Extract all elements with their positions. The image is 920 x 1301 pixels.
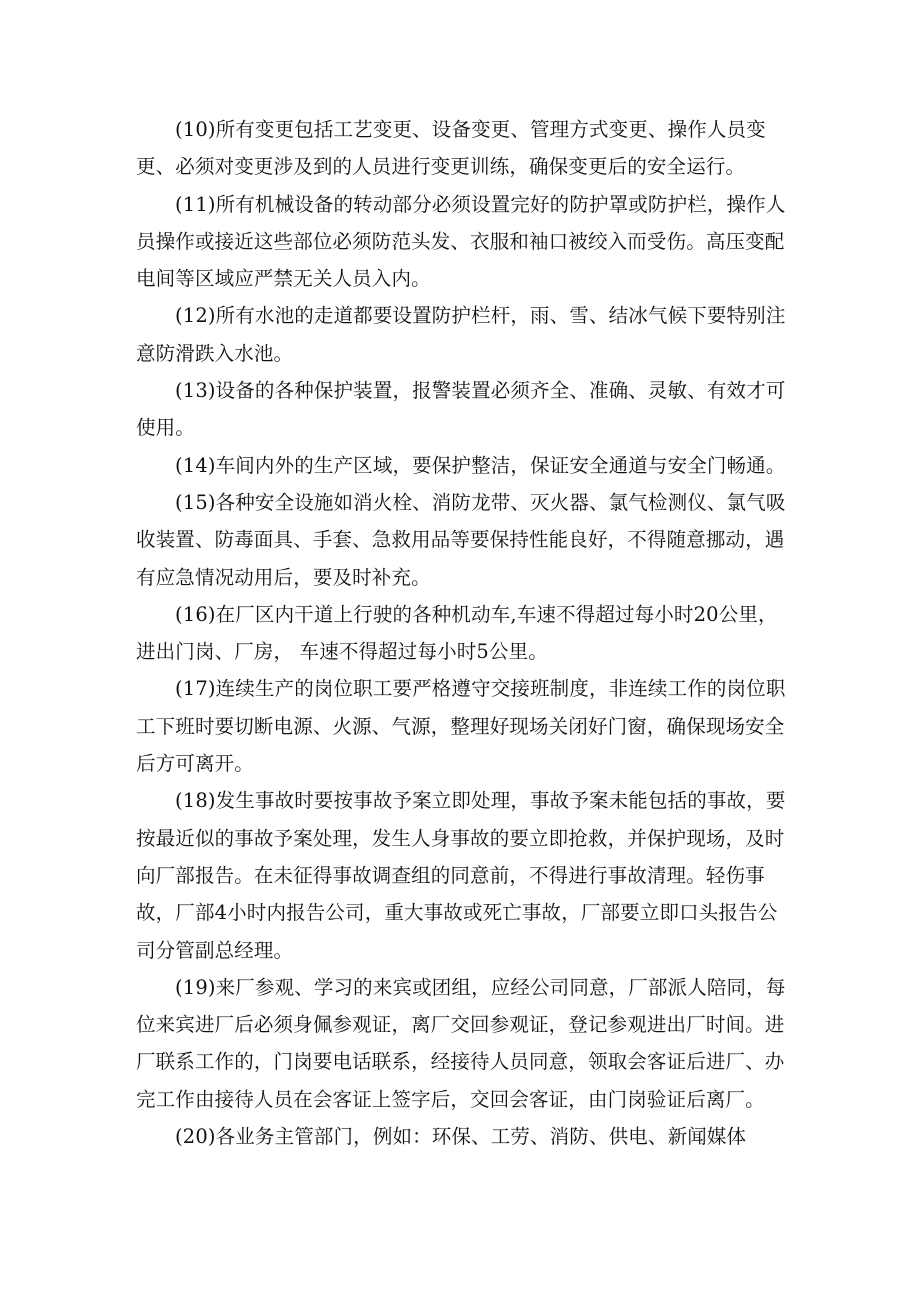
paragraph-20: (20)各业务主管部门，例如：环保、工劳、消防、供电、新闻媒体 (175, 1125, 747, 1149)
paragraph-10: (10)所有变更包括工艺变更、设备变更、管理方式变更、操作人员变更、必须对变更涉及到的人员进行变更训练，确保变更后的安全运行。 (136, 118, 766, 179)
paragraph-17: (17)连续生产的岗位职工要严格遵守交接班制度，非连续工作的岗位职工下班时要切断电源、火源、气源，整理好现场关闭好门窗，确保现场安全后方可离开。 (136, 677, 786, 776)
paragraph-19: (19)来厂参观、学习的来宾或团组，应经公司同意，厂部派人陪同，每位来宾进厂后必须身佩参观证，离厂交回参观证，登记参观进出厂时间。进厂联系工作的，门岗要电话联系，经接待人员同意，领取会客证后进厂、办完工作由接待人员在会客证上签字后，交回会客证，由门岗验证后离厂。 (136, 975, 786, 1111)
paragraph-15: (15)各种安全设施如消火栓、消防龙带、灭火器、氯气检测仪、氯气吸收装置、防毒面具、手套、急救用品等要保持性能良好，不得随意挪动，遇有应急情况动用后，要及时补充。 (136, 490, 786, 589)
paragraph-11: (11)所有机械设备的转动部分必须设置完好的防护罩或防护栏，操作人员操作或接近这些部位必须防范头发、衣服和袖口被绞入而受伤。高压变配电间等区域应严禁无关人员入内。 (136, 192, 786, 291)
paragraph-12: (12)所有水池的走道都要设置防护栏杆，雨、雪、结冰气候下要特别注意防滑跌入水池。 (136, 304, 786, 365)
paragraph-16: (16)在厂区内干道上行驶的各种机动车,车速不得超过每小时20公里，进出门岗、厂房， 车速不得超过每小时5公里。 (136, 602, 778, 664)
paragraph-18: (18)发生事故时要按事故予案立即处理，事故予案未能包括的事故，要按最近似的事故予案处理，发生人身事故的要立即抢救，并保护现场，及时向厂部报告。在未征得事故调查组的同意前，不得进行事故清理。轻伤事故，厂部4小时内报告公司，重大事故或死亡事故，厂部要立即口头报告公司分管副总经理。 (136, 789, 786, 962)
paragraph-13: (13)设备的各种保护装置，报警装置必须齐全、准确、灵敏、有效才可使用。 (136, 379, 786, 440)
document-body (136, 111, 786, 1155)
paragraph-14: (14)车间内外的生产区域，要保护整洁，保证安全通道与安全门畅通。 (175, 453, 786, 477)
